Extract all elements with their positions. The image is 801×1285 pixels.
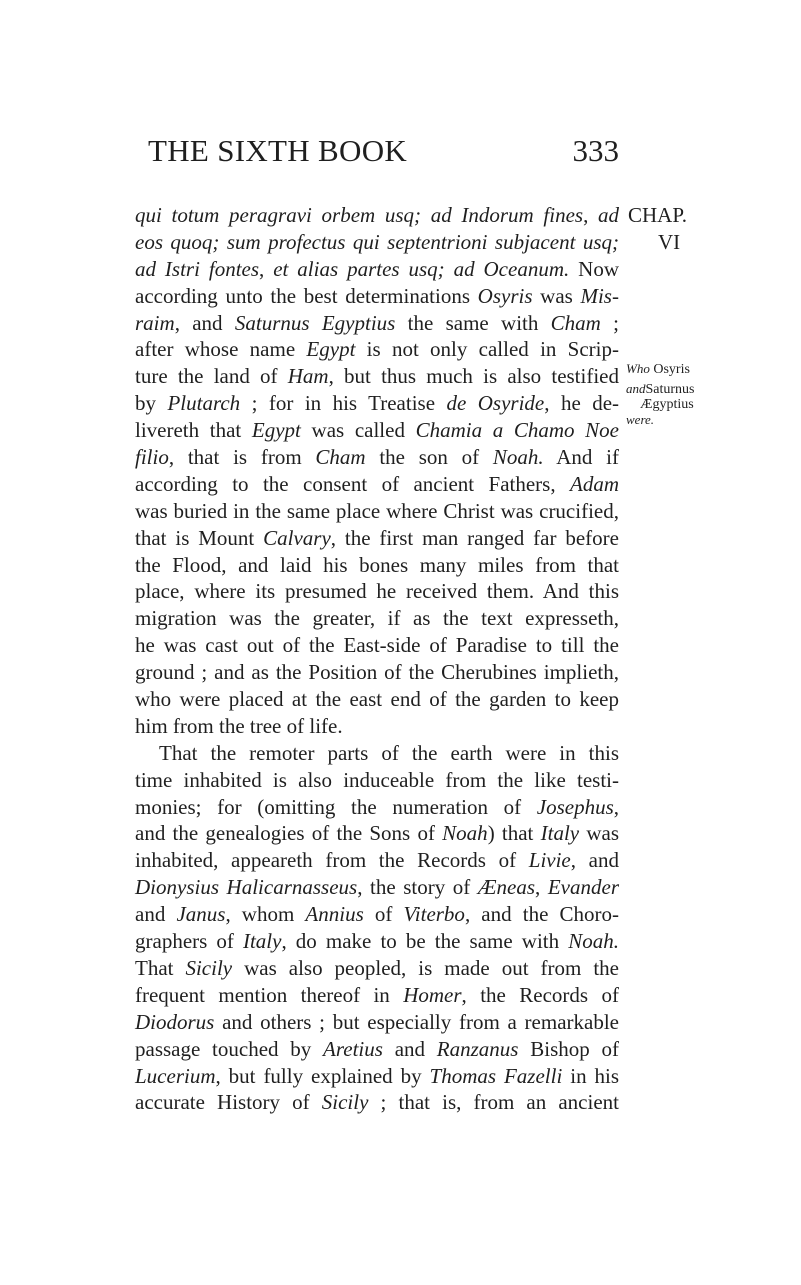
- running-head-title: THE SIXTH BOOK: [148, 133, 408, 168]
- text-run: the same with: [395, 310, 551, 335]
- marginal-note-saturnus: Saturnus: [645, 382, 695, 397]
- marginal-note-who: Who: [626, 361, 650, 376]
- italic-text: Cham: [315, 445, 366, 470]
- text-run: place, where its presumed he received them. And this: [135, 579, 619, 604]
- text-run: , and the Choro-: [464, 902, 619, 927]
- text-line: [135, 632, 619, 659]
- text-run: the Flood, and laid his bones many miles from that: [135, 552, 619, 577]
- text-run: ) that: [487, 821, 541, 846]
- text-line: [135, 283, 619, 310]
- italic-text: Egypt: [251, 418, 301, 443]
- text-run: That: [135, 955, 186, 980]
- text-run: monies; for (omitting the numeration of: [135, 794, 537, 819]
- italic-text: Sicily: [185, 955, 233, 980]
- text-line: [135, 498, 619, 525]
- text-run: , the Records of: [461, 982, 619, 1007]
- text-run: , he de-: [544, 391, 620, 416]
- marginal-note-and: and: [626, 381, 646, 396]
- text-run: ; for in his Treatise: [240, 391, 447, 416]
- text-run: , but thus much is also testified: [328, 364, 620, 389]
- text-line: [135, 1089, 619, 1116]
- text-run: was: [532, 283, 581, 308]
- page-number: 333: [572, 133, 619, 168]
- marginal-note-line-4: [626, 412, 654, 429]
- text-line: [135, 525, 619, 552]
- text-run: ;: [600, 310, 619, 335]
- text-line: [135, 552, 619, 579]
- text-run: passage touched by: [135, 1036, 324, 1061]
- italic-text: Ham: [287, 364, 329, 389]
- italic-text: Ranzanus: [436, 1036, 519, 1061]
- text-run: and the genealogies of the Sons of: [135, 821, 443, 846]
- text-line: [135, 982, 619, 1009]
- text-run: Bishop of: [518, 1036, 619, 1061]
- text-run: after whose name: [135, 337, 307, 362]
- text-line: [135, 955, 619, 982]
- text-line: [135, 820, 619, 847]
- text-run: ; that is, from an ancient: [368, 1090, 619, 1115]
- text-run: in his: [562, 1063, 620, 1088]
- text-line: [135, 202, 619, 229]
- italic-text: Evander: [547, 875, 620, 900]
- italic-text: Janus: [176, 902, 226, 927]
- text-run: according unto the best determinations: [135, 283, 478, 308]
- text-run: is not only called in Scrip-: [355, 337, 619, 362]
- text-run: who were placed at the east end of the garden to keep: [135, 687, 619, 712]
- italic-text: Noah.: [568, 929, 619, 954]
- text-run: was also peopled, is made out from the: [232, 955, 619, 980]
- italic-text: Annius: [305, 902, 364, 927]
- italic-text: Homer: [403, 982, 462, 1007]
- italic-text: Noah: [442, 821, 488, 846]
- italic-text: Osyris: [477, 283, 533, 308]
- text-run: livereth that: [135, 418, 252, 443]
- text-line: [135, 1009, 619, 1036]
- text-run: ,: [583, 203, 599, 227]
- text-line: [135, 229, 619, 256]
- italic-text: Italy: [242, 929, 282, 954]
- italic-text: Adam: [570, 471, 619, 496]
- text-run: was buried in the same place where Christ was crucified,: [135, 498, 619, 523]
- italic-text: Æneas: [477, 875, 536, 900]
- text-run: , and: [174, 310, 235, 335]
- text-run: , whom: [225, 902, 306, 927]
- marginal-note-were: were.: [626, 412, 655, 427]
- italic-text: ad: [598, 203, 620, 227]
- running-head: [135, 131, 619, 171]
- text-run: time inhabited is also induceable from the like testi-: [135, 767, 619, 792]
- italic-text: Josephus: [536, 794, 614, 819]
- body-text: [135, 202, 619, 1116]
- text-run: migration was the greater, if as the text expresseth,: [135, 606, 619, 631]
- text-line: [135, 1063, 619, 1090]
- text-line: [135, 336, 619, 363]
- italic-text: Lucerium: [135, 1063, 216, 1088]
- italic-text: Dionysius Halicarnasseus: [135, 875, 358, 900]
- text-run: that is Mount: [135, 525, 264, 550]
- text-line: [135, 901, 619, 928]
- italic-text: Saturnus Egyptius: [234, 310, 396, 335]
- italic-text: de Osyride: [446, 391, 545, 416]
- italic-text: Cham: [550, 310, 601, 335]
- chapter-number: VI: [658, 230, 681, 254]
- text-run: the son of: [365, 445, 493, 470]
- text-run: And if: [543, 445, 619, 470]
- italic-text: eos quoq; sum profectus qui septentrioni subjacent usq;: [135, 229, 619, 254]
- text-run: , do make to be the same with: [281, 929, 569, 954]
- italic-text: Noah.: [492, 445, 544, 470]
- italic-text: et alias partes usq; ad Oceanum.: [273, 256, 570, 281]
- text-run: ,: [259, 256, 274, 281]
- text-line: [135, 767, 619, 794]
- text-run: ,: [613, 794, 619, 819]
- text-line: [135, 928, 619, 955]
- italic-text: Calvary: [263, 525, 331, 550]
- text-run: , the story of: [357, 875, 478, 900]
- text-run: , and: [570, 848, 619, 873]
- marginal-note-line-3: [640, 397, 694, 413]
- text-run: of: [363, 902, 404, 927]
- text-line: [135, 444, 619, 471]
- italic-text: ad Istri fontes: [135, 256, 260, 281]
- text-line: [135, 740, 619, 767]
- text-run: , that is from: [168, 445, 316, 470]
- text-run: him from the tree of life.: [135, 713, 343, 738]
- text-line: [135, 578, 619, 605]
- italic-text: Viterbo: [403, 902, 465, 927]
- text-run: was called: [300, 418, 416, 443]
- text-run: ground ; and as the Position of the Cherubines implieth,: [135, 660, 619, 685]
- text-line: [135, 390, 619, 417]
- text-run: ,: [535, 875, 548, 900]
- text-line: [135, 686, 619, 713]
- text-line: [135, 713, 619, 740]
- italic-text: filio: [135, 445, 169, 470]
- text-line: [135, 874, 619, 901]
- marginal-note-osyris: Osyris: [649, 362, 690, 377]
- italic-text: Livie: [528, 848, 571, 873]
- text-run: , but fully explained by: [215, 1063, 430, 1088]
- text-run: by: [135, 391, 168, 416]
- text-run: That the remoter parts of the earth were in this: [159, 740, 619, 765]
- italic-text: Diodorus: [135, 1009, 215, 1034]
- text-line: [135, 417, 619, 444]
- text-line: [135, 310, 619, 337]
- text-run: accurate History of: [135, 1090, 322, 1115]
- text-line: [135, 256, 619, 283]
- marginal-note-line-1: [626, 361, 690, 378]
- italic-text: Mis-: [580, 283, 619, 308]
- chapter-label: CHAP.: [628, 203, 687, 227]
- text-run: and others ; but especially from a remarkable: [214, 1009, 619, 1034]
- italic-text: Sicily: [321, 1090, 369, 1115]
- italic-text: Aretius: [323, 1036, 383, 1061]
- text-line: [135, 605, 619, 632]
- text-line: [135, 1036, 619, 1063]
- text-run: , the first man ranged far before: [330, 525, 619, 550]
- italic-text: Thomas Fazelli: [429, 1063, 563, 1088]
- italic-text: Egypt: [306, 337, 356, 362]
- text-run: and: [135, 902, 177, 927]
- text-line: [135, 363, 619, 390]
- italic-text: qui totum peragravi orbem usq; ad Indorum fines: [135, 203, 584, 227]
- text-line: [135, 659, 619, 686]
- text-run: inhabited, appeareth from the Records of: [135, 848, 529, 873]
- text-run: frequent mention thereof in: [135, 982, 404, 1007]
- text-run: graphers of: [135, 929, 243, 954]
- text-line: [135, 847, 619, 874]
- text-run: was: [579, 821, 619, 846]
- text-run: and: [382, 1036, 437, 1061]
- text-line: [135, 471, 619, 498]
- italic-text: raim: [135, 310, 175, 335]
- italic-text: Italy: [540, 821, 580, 846]
- text-run: according to the consent of ancient Fathers,: [135, 471, 570, 496]
- text-line: [135, 794, 619, 821]
- text-run: ture the land of: [135, 364, 288, 389]
- italic-text: Plutarch: [167, 391, 241, 416]
- text-run: he was cast out of the East-side of Paradise to till the: [135, 633, 619, 658]
- marginal-note-aegyptius: Ægyptius: [640, 397, 694, 412]
- text-run: Now: [569, 256, 620, 281]
- italic-text: Chamia a Chamo Noe: [415, 418, 619, 443]
- marginal-note-line-2: [626, 381, 695, 398]
